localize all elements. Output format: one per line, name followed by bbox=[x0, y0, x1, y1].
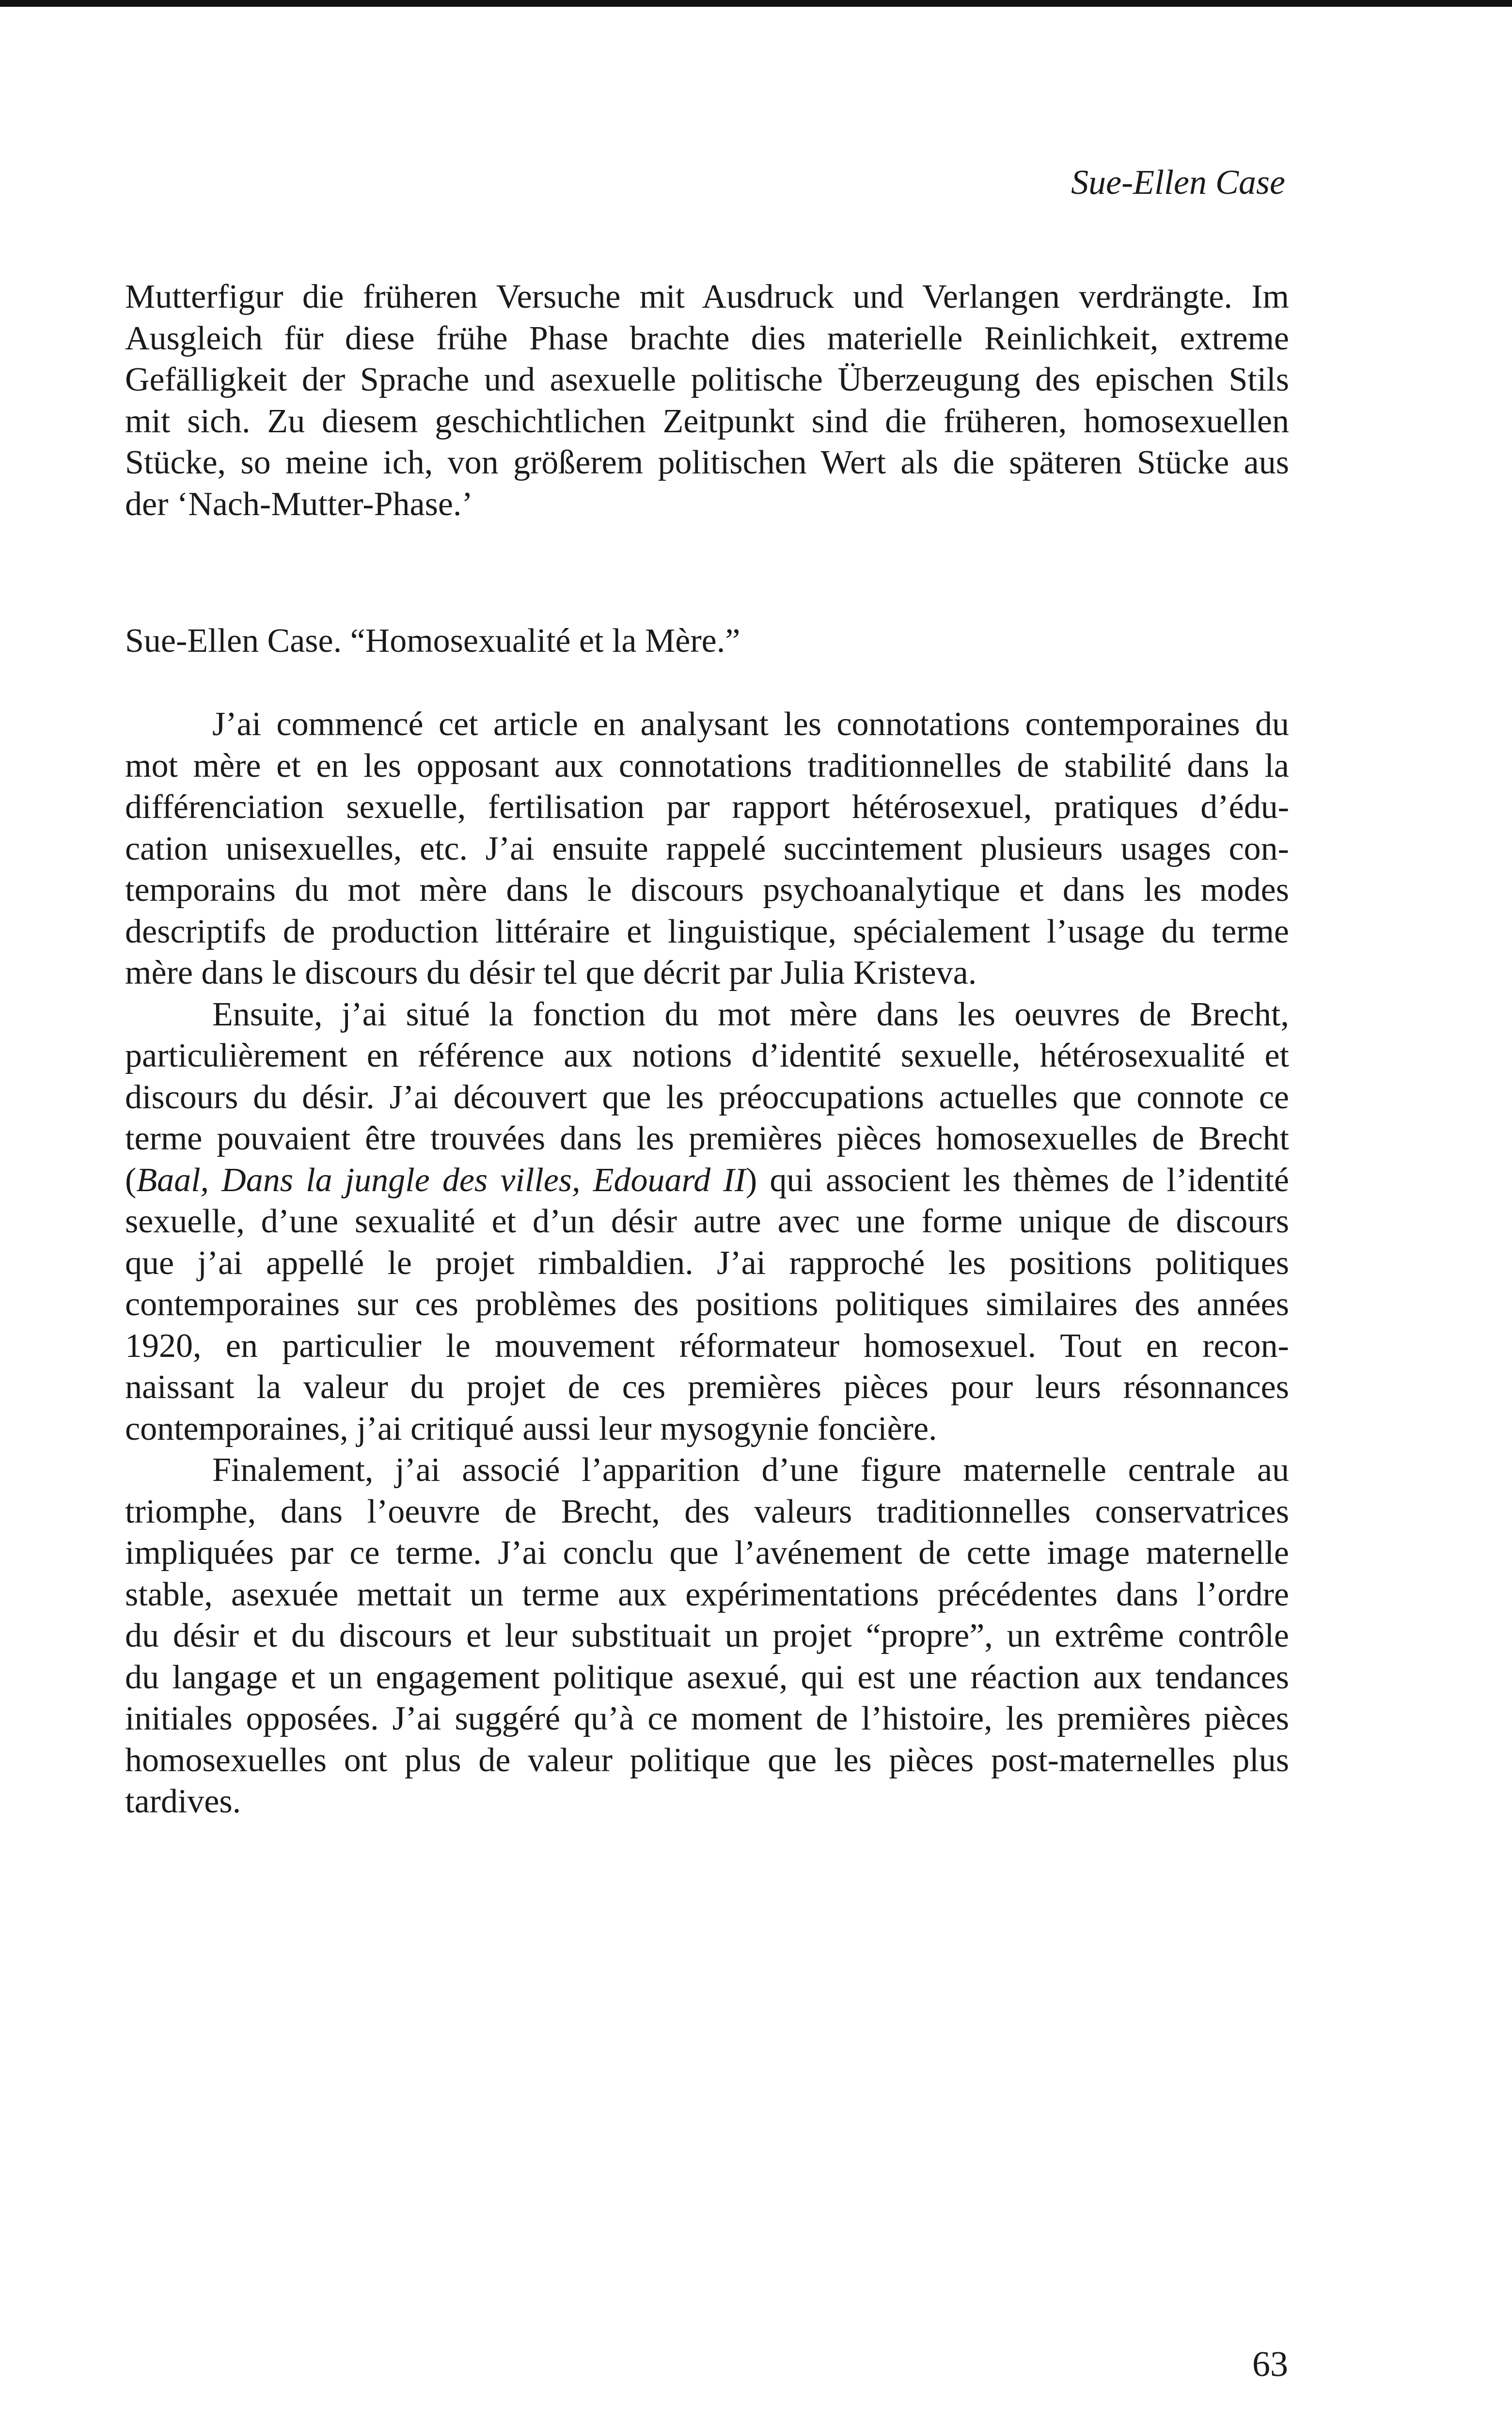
text-line-with-titles bbox=[125, 1160, 1289, 1201]
text-line: mit sich. Zu diesem geschichtlichen Zeitpunkt sind die früheren, homosexuellen bbox=[125, 402, 1289, 440]
french-section-title bbox=[125, 620, 1289, 662]
text-line: mère dans le discours du désir tel que décrit par Julia Kristeva. bbox=[125, 954, 977, 991]
running-header-author: Sue-Ellen Case bbox=[1071, 163, 1285, 202]
text-line: J’ai commencé cet article en analysant les connotations contemporaines du bbox=[212, 706, 1289, 743]
french-body bbox=[125, 704, 1289, 1823]
text-line: particulièrement en référence aux notions d’identité sexuelle, hétérosexualité et bbox=[125, 1037, 1289, 1074]
text-line: triomphe, dans l’oeuvre de Brecht, des valeurs traditionnelles conservatrices bbox=[125, 1493, 1289, 1530]
text-line: cation unisexuelles, etc. J’ai ensuite rappelé succintement plusieurs usages con- bbox=[125, 830, 1289, 867]
text-line: mot mère et en les opposant aux connotations traditionnelles de stabilité dans la bbox=[125, 747, 1289, 785]
text-line: du désir et du discours et leur substituait un projet “propre”, un extrême contrôle bbox=[125, 1617, 1289, 1654]
text-line: contemporaines sur ces problèmes des positions politiques similaires des années bbox=[125, 1286, 1289, 1323]
text-line: der ‘Nach-Mutter-Phase.’ bbox=[125, 485, 473, 523]
text-line: Finalement, j’ai associé l’apparition d’une figure maternelle centrale au bbox=[212, 1451, 1289, 1489]
text-line: sexuelle, d’une sexualité et d’un désir autre avec une forme unique de discours bbox=[125, 1203, 1289, 1240]
text-line: impliquées par ce terme. J’ai conclu que l’avénement de cette image maternelle bbox=[125, 1534, 1289, 1572]
text-line: Ensuite, j’ai situé la fonction du mot mère dans les oeuvres de Brecht, bbox=[212, 995, 1289, 1033]
text-line: homosexuelles ont plus de valeur politique que les pièces post-maternelles plus bbox=[125, 1741, 1289, 1779]
german-paragraph bbox=[125, 276, 1289, 525]
text-line: tardives. bbox=[125, 1783, 241, 1820]
text-line: descriptifs de production littéraire et linguistique, spécialement l’usage du terme bbox=[125, 913, 1289, 950]
page-number: 63 bbox=[1252, 2344, 1288, 2384]
text-line: naissant la valeur du projet de ces premières pièces pour leurs résonnances bbox=[125, 1369, 1289, 1406]
text-line: terme pouvaient être trouvées dans les premières pièces homosexuelles de Brecht bbox=[125, 1120, 1289, 1157]
text-line: initiales opposées. J’ai suggéré qu’à ce moment de l’histoire, les premières pièces bbox=[125, 1700, 1289, 1737]
text-line: 1920, en particulier le mouvement réformateur homosexuel. Tout en recon- bbox=[125, 1327, 1289, 1365]
line-remainder: ) qui associent les thèmes de l’identité bbox=[745, 1161, 1289, 1199]
text-line: différenciation sexuelle, fertilisation par rapport hétérosexuel, pratiques d’édu- bbox=[125, 788, 1289, 826]
text-line: temporains du mot mère dans le discours psychoanalytique et dans les modes bbox=[125, 871, 1289, 909]
section-title-text: Sue-Ellen Case. “Homosexualité et la Mère.” bbox=[125, 622, 740, 660]
top-border-rule bbox=[0, 0, 1512, 7]
play-titles: Baal, Dans la jungle des villes, Edouard II bbox=[136, 1161, 746, 1199]
text-line: Ausgleich für diese frühe Phase brachte dies materielle Reinlichkeit, extreme bbox=[125, 319, 1289, 357]
text-line: Stücke, so meine ich, von größerem politischen Wert als die späteren Stücke aus bbox=[125, 444, 1289, 481]
text-line: discours du désir. J’ai découvert que les préoccupations actuelles que connote ce bbox=[125, 1078, 1289, 1116]
text-line: Mutterfigur die früheren Versuche mit Ausdruck und Verlangen verdrängte. Im bbox=[125, 278, 1289, 315]
text-line: contemporaines, j’ai critiqué aussi leur mysogynie foncière. bbox=[125, 1410, 937, 1448]
paren-open: ( bbox=[125, 1161, 137, 1199]
text-line: du langage et un engagement politique asexué, qui est une réaction aux tendances bbox=[125, 1658, 1289, 1696]
text-line: Gefälligkeit der Sprache und asexuelle politische Überzeugung des epischen Stils bbox=[125, 361, 1289, 398]
text-line: que j’ai appellé le projet rimbaldien. J’ai rapproché les positions politiques bbox=[125, 1244, 1289, 1282]
text-line: stable, asexuée mettait un terme aux expérimentations précédentes dans l’ordre bbox=[125, 1575, 1289, 1613]
